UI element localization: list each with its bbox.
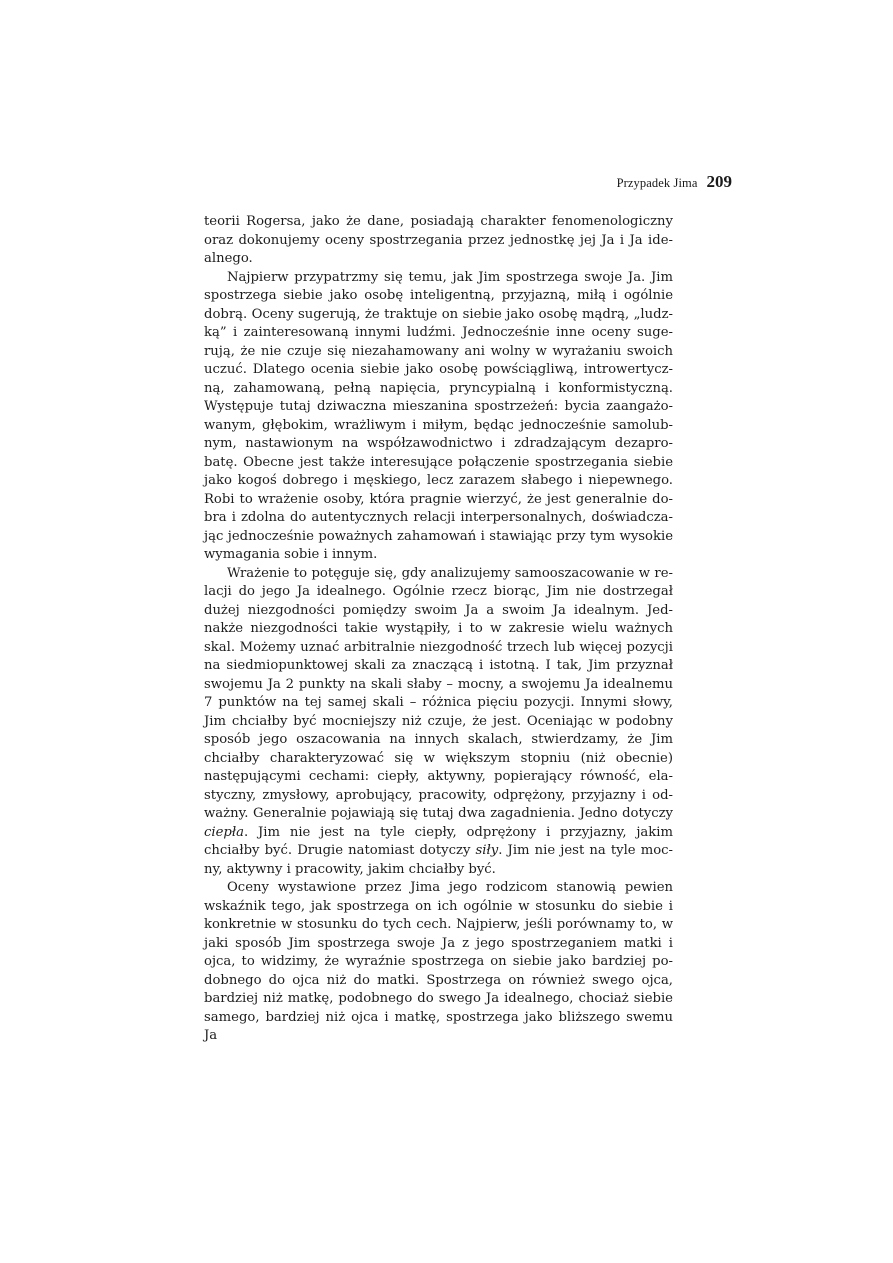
paragraph-2 [204,269,673,565]
paragraph-1 [204,213,673,269]
page-number: 209 [706,172,732,191]
text-segment: Wrażenie to potęguje się, gdy analizujemy samooszacowanie w relacji do jego Ja idealnego. Ogólnie rzecz biorąc, Jim nie dostrzegał dużej niezgodności pomiędzy swoim Ja a swoim Ja idealnym. Jednakże niezgodności takie wystąpiły, i to w zakresie wielu ważnych skal. Możemy uznać arbitralnie niezgodność trzech lub więcej pozycji na siedmiopunktowej skali za znaczącą i istotną. I tak, Jim przyznał swojemu Ja 2 punkty na skali słaby – mocny, a swojemu Ja idealnemu 7 punktów na tej samej skali – różnica pięciu pozycji. Innymi słowy, Jim chciałby być mocniejszy niż czuje, że jest. Oceniając w podobny sposób jego oszacowania na innych skalach, stwierdzamy, że Jim chciałby charakteryzować się w większym stopniu (niż obecnie) następującymi cechami: ciepły, aktywny, popierający równość, elastyczny, zmysłowy, aprobujący, pracowity, odprężony, przyjazny i odważny. Generalnie pojawiają się tutaj dwa zagadnienia. Jedno dotyczy [204,565,673,821]
body-text [204,213,673,1046]
italic-term-ciepla: ciepła [204,824,244,840]
text-segment: Oceny wystawione przez Jima jego rodzicom stanowią pewien wskaźnik tego, jak spostrzega on ich ogólnie w stosunku do siebie i konkretnie w stosunku do tych cech. Najpierw, jeśli porównamy to, w jaki sposób Jim spostrzega swoje Ja z jego spostrzeganiem matki i ojca, to widzimy, że wyraźnie spostrzega on siebie jako bardziej podobnego do ojca niż do matki. Spostrzega on również swego ojca, bardziej niż matkę, podobnego do swego Ja idealnego, chociaż siebie samego, bardziej niż ojca i matkę, spostrzega jako bliższego swemu Ja [204,880,673,1043]
paragraph-3 [204,565,673,880]
text-segment: . Jim nie jest na tyle ciepły, odprężony i przyjazny, jakim chciałby być. Drugie natomiast dotyczy [204,824,673,858]
running-title: Przypadek Jima [616,176,698,190]
text-segment: . Jim nie jest na tyle mocny, aktywny i pracowity, jakim chciałby być. [204,843,674,877]
text-segment: teorii Rogersa, jako że dane, posiadają charakter fenomenologiczny oraz dokonujemy oceny spostrzegania przez jednostkę jej Ja i Ja idealnego. [204,214,673,266]
running-header [617,172,732,192]
italic-term-sily: siły [475,843,499,858]
paragraph-4 [204,879,673,1046]
text-segment: Najpierw przypatrzmy się temu, jak Jim spostrzega swoje Ja. Jim spostrzega siebie jako osobę inteligentną, przyjazną, miłą i ogólnie dobrą. Oceny sugerują, że traktuje on siebie jako osobę mądrą, „ludzką” i zainteresowaną innymi ludźmi. Jednocześnie inne oceny sugerują, że nie czuje się niezahamowany ani wolny w wyrażaniu swoich uczuć. Dlatego ocenia siebie jako osobę powściągliwą, introwertyczną, zahamowaną, pełną napięcia, pryncypialną i konformistyczną. Występuje tutaj dziwaczna mieszanina spostrzeżeń: bycia zaangażowanym, głębokim, wrażliwym i miłym, będąc jednocześnie samolubnym, nastawionym na współzawodnictwo i zdradzającym dezaprobatę. Obecne jest także interesujące połączenie spostrzegania siebie jako kogoś dobrego i męskiego, lecz zarazem słabego i niepewnego. Robi to wrażenie osoby, która pragnie wierzyć, że jest generalnie dobra i zdolna do autentycznych relacji interpersonalnych, doświadczając jednocześnie poważnych zahamowań i stawiając przy tym wysokie wymagania sobie i innym. [204,269,673,562]
